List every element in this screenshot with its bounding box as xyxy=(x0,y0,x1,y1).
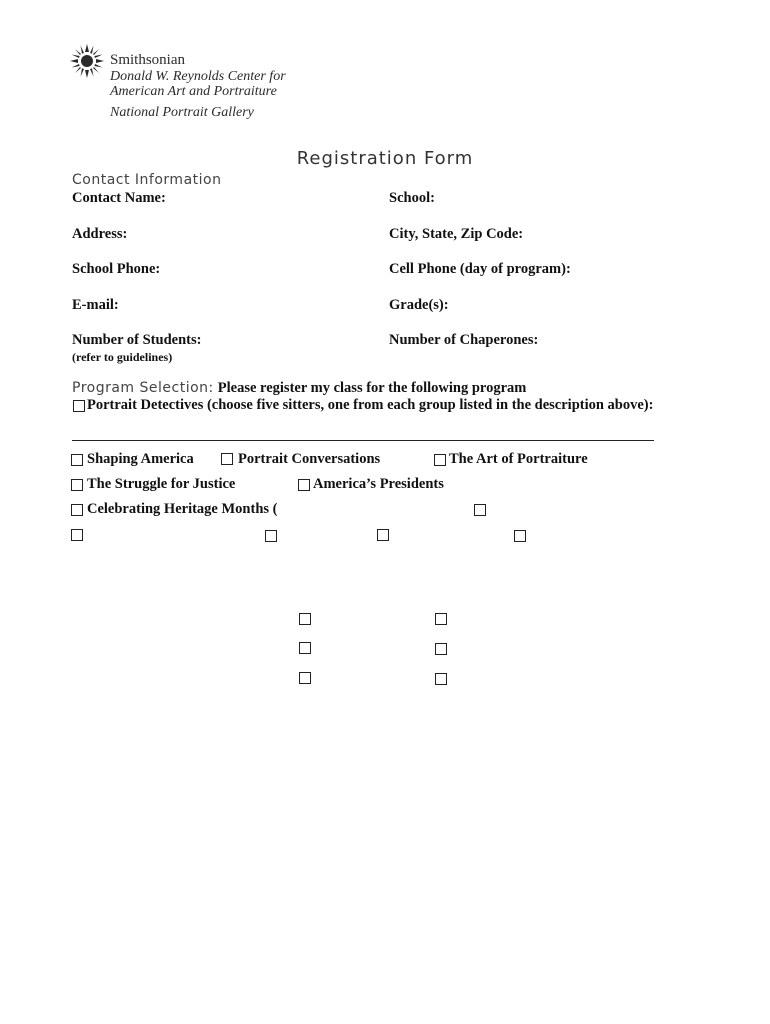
extra-option-checkbox-6[interactable] xyxy=(435,673,447,685)
extra-option-checkbox-2[interactable] xyxy=(435,613,447,625)
americas-presidents-checkbox[interactable] xyxy=(298,479,310,491)
school-phone-label: School Phone: xyxy=(72,261,161,277)
program-intro-text: Please register my class for the following program xyxy=(217,380,527,396)
shaping-america-label: Shaping America xyxy=(87,451,194,467)
contact-section-heading: Contact Information xyxy=(72,172,222,188)
gallery-name: National Portrait Gallery xyxy=(110,105,254,120)
extra-option-checkbox-4[interactable] xyxy=(435,643,447,655)
smithsonian-sun-icon xyxy=(70,44,104,78)
city-state-zip-label: City, State, Zip Code: xyxy=(389,226,524,242)
email-label: E-mail: xyxy=(72,297,119,313)
heritage-option-checkbox-2[interactable] xyxy=(71,529,83,541)
heritage-option-checkbox-5[interactable] xyxy=(514,530,526,542)
org-subtitle-line1: Donald W. Reynolds Center for xyxy=(110,69,286,84)
address-label: Address: xyxy=(72,226,128,242)
portrait-conversations-label: Portrait Conversations xyxy=(238,451,381,467)
struggle-for-justice-label: The Struggle for Justice xyxy=(87,476,236,492)
portrait-detectives-label: Portrait Detectives (choose five sitters, one from each group listed in the description above): xyxy=(87,397,654,413)
org-name: Smithsonian xyxy=(110,52,186,68)
page-title: Registration Form xyxy=(296,148,474,169)
shaping-america-checkbox[interactable] xyxy=(71,454,83,466)
org-subtitle-line2: American Art and Portraiture xyxy=(110,84,277,99)
students-note: (refer to guidelines) xyxy=(72,350,173,364)
sitters-input-line[interactable] xyxy=(72,440,654,441)
extra-option-checkbox-1[interactable] xyxy=(299,613,311,625)
contact-name-label: Contact Name: xyxy=(72,190,166,206)
heritage-option-checkbox-1[interactable] xyxy=(474,504,486,516)
number-of-chaperones-label: Number of Chaperones: xyxy=(389,332,539,348)
art-of-portraiture-label: The Art of Portraiture xyxy=(449,451,588,467)
extra-option-checkbox-5[interactable] xyxy=(299,672,311,684)
heritage-option-checkbox-4[interactable] xyxy=(377,529,389,541)
heritage-months-label: Celebrating Heritage Months ( xyxy=(87,501,278,517)
americas-presidents-label: America’s Presidents xyxy=(313,476,444,492)
heritage-months-checkbox[interactable] xyxy=(71,504,83,516)
portrait-conversations-checkbox[interactable] xyxy=(221,453,233,465)
program-section-label: Program Selection: xyxy=(72,380,214,396)
portrait-detectives-checkbox[interactable] xyxy=(73,400,85,412)
school-label: School: xyxy=(389,190,435,206)
struggle-for-justice-checkbox[interactable] xyxy=(71,479,83,491)
extra-option-checkbox-3[interactable] xyxy=(299,642,311,654)
cell-phone-label: Cell Phone (day of program): xyxy=(389,261,571,277)
art-of-portraiture-checkbox[interactable] xyxy=(434,454,446,466)
number-of-students-label: Number of Students: xyxy=(72,332,202,348)
program-section-heading xyxy=(72,379,526,397)
heritage-option-checkbox-3[interactable] xyxy=(265,530,277,542)
grades-label: Grade(s): xyxy=(389,297,449,313)
